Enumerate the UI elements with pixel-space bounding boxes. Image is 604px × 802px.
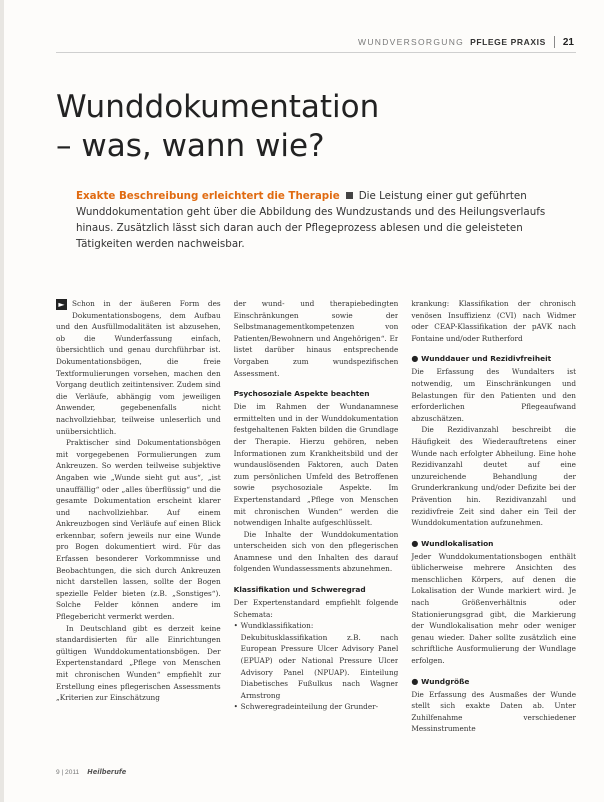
column-2 [234, 298, 399, 756]
col3-heading-2 [411, 538, 576, 549]
list-item: • Wundklassifikation: Dekubitusklassifikation z.B. nach European Pressure Ulcer Advisory Panel (EPUAP) oder National Pressure Ulcer Advisory Panel (NPUAP). Einteilung Diabetisches Fußulkus nach Wagner Armstrong [234, 620, 399, 701]
col2-p3: Die Inhalte der Wunddokumentation unterscheiden sich von den pflegerischen Anamnese und den Inhalten des darauf folgenden Wundassessments abzunehmen. [233, 529, 399, 574]
header-section: WUNDVERSORGUNG [358, 37, 465, 47]
footer-brand: Heilberufe [87, 768, 127, 776]
col1-p1: Schon in der äußeren Form des Dokumentationsbogens, dem Aufbau und den Ausfüllmodalitäten ist abzusehen, ob die Wunderfassung einfach, übersichtlich und genau durchführbar ist. Dokumentationsbögen, die freie Textformulierungen vorsehen, machen den Vorgang deutlich zeitintensiver. Zudem sind die Verläufe, abhängig vom jeweiligen Anwender, gegebenenfalls nicht nachvollziehbar, teilweise unleserlich und unübersichtlich. [56, 299, 221, 436]
col3-heading-1 [411, 353, 576, 364]
col1-p2: Praktischer sind Dokumentationsbögen mit vorgegebenen Formulierungen zum Ankreuzen. So werden teilweise subjektive Angaben wie „Wunde sieht gut aus“, „ist unauffällig“ oder „alles überflüssig“ und die gesamte Dokumentation erscheint klarer und nachvollziehbar. Auf einem Ankreuzbogen sind Verläufe auf einen Blick erkennbar, sofern jeweils nur eine Wunde pro Bogen dokumentiert wird. Für das Erfassen besonderer Vorkommnisse und Beobachtungen, die sich durch Ankreuzen nicht darstellen lassen, sollte der Bogen spezielle Felder bieten (z.B. „Sonstiges“). Solche Felder können andere im Pflegebericht vermerkt werden. [56, 438, 221, 622]
col3-p2: Die Erfassung des Wundalters ist notwendig, um Einschränkungen und Belastungen für den Patienten und den erforderlichen Pflegeaufwand abzuschätzen. [411, 367, 577, 423]
page-edge [0, 0, 4, 802]
col3-p3: Die Rezidivanzahl beschreibt die Häufigkeit des Wiederauftretens einer Wunde nach erfolgter Abheilung. Eine hohe Rezidivanzahl deutet auf eine unzureichende Behandlung der Grunderkrankung und/oder Defizite bei der Prävention hin. Rezidivanzahl und rezidivfreie Zeit sind daher ein Teil der Wunddokumentation aufzunehmen. [411, 425, 577, 528]
header-separator [554, 36, 555, 48]
lead-square-icon [346, 192, 353, 199]
col2-heading-2: Klassifikation und Schweregrad [233, 585, 366, 595]
header-rule [56, 52, 576, 53]
bullet-icon: ● [411, 676, 422, 686]
column-1 [56, 298, 221, 756]
col3-heading-1-text: Wunddauer und Rezidivfreiheit [421, 354, 552, 364]
col3-p5: Die Erfassung des Ausmaßes der Wunde stellt sich exakte Daten ab. Unter Zuhilfenahme verschiedener Messinstrumente [411, 689, 577, 734]
article-body [56, 298, 576, 756]
col3-p1: krankung: Klassifikation der chronisch venösen Insuffizienz (CVI) nach Widmer oder CEAP-Klassifikation der pAVK nach Fontaine und/oder Rutherford [411, 299, 577, 343]
col3-heading-3-text: Wundgröße [421, 676, 470, 686]
arrow-right-icon: ► [56, 299, 67, 310]
page-footer [56, 768, 126, 776]
page-number: 21 [562, 36, 574, 48]
lead-text: Die Leistung einer gut geführten Wunddokumentation geht über die Abbildung des Wundzustands und des Heilungsverlaufs hinaus. Zusätzlich lässt sich daran auch der Pflegeprozess ablesen und die geleisteten Tätigkeiten werden nachweisbar. [76, 190, 546, 250]
col3-p4: Jeder Wunddokumentationsbogen enthält üblicherweise mehrere Ansichten des menschlichen Körpers, auf denen die Lokalisation der Wunde markiert wird. Je nach Größenverhältnis oder Stationierungsgrad gibt, die Markierung der Wundlokalisation mehr oder weniger genau wieder. Daher sollte zusätzlich eine schriftliche Ausformulierung der Wundlage erfolgen. [411, 551, 577, 666]
bullet-icon: ● [411, 538, 422, 548]
col2-list [234, 620, 399, 713]
footer-issue: 9 | 2011 [56, 768, 80, 776]
list-item: • Schweregradeinteilung der Grunder- [234, 701, 399, 713]
article-lead [76, 188, 554, 252]
running-header [358, 36, 574, 48]
article-title [56, 88, 556, 166]
col3-heading-3 [411, 676, 576, 687]
col3-heading-2-text: Wundlokalisation [421, 538, 494, 548]
col2-p1: der wund- und therapiebedingten Einschränkungen sowie der Selbstmanagementkompetenzen von Patienten/Bewohnern und Angehörigen“. Er listet darüber hinaus entsprechende Vorgaben zum wundspezifischen Assessment. [233, 299, 399, 378]
column-3 [411, 298, 576, 756]
col1-p3: In Deutschland gibt es derzeit keine standardisierten für alle Einrichtungen gültigen Wunddokumentationsbögen. Der Expertenstandard „Pflege von Menschen mit chronischen Wunden“ empfiehlt zur Erstellung eines pflegerischen Assessments „Kriterien zur Einschätzung [56, 623, 221, 703]
col2-p2: Die im Rahmen der Wundanamnese ermittelten und in der Wunddokumentation festgehaltenen Fakten bilden die Grundlage der Therapie. Hierzu gehören, neben Informationen zum Krankheitsbild und der wundauslösenden Faktoren, auch Daten zum persönlichen Umfeld des Betroffenen sowie psychosoziale Aspekte. Im Expertenstandard „Pflege von Menschen mit chronischen Wunden“ werden die notwendigen Inhalte aufgeschlüsselt. [233, 402, 399, 528]
lead-kicker: Exakte Beschreibung erleichtert die Therapie [76, 190, 340, 202]
title-line-2: – was, wann wie? [56, 128, 325, 164]
bullet-icon: ● [411, 354, 422, 364]
col2-p4: Der Expertenstandard empfiehlt folgende Schemata: [233, 598, 399, 619]
header-title: PFLEGE PRAXIS [470, 37, 546, 47]
col2-heading-1: Psychosoziale Aspekte beachten [233, 389, 370, 399]
title-line-1: Wunddokumentation [56, 89, 380, 125]
